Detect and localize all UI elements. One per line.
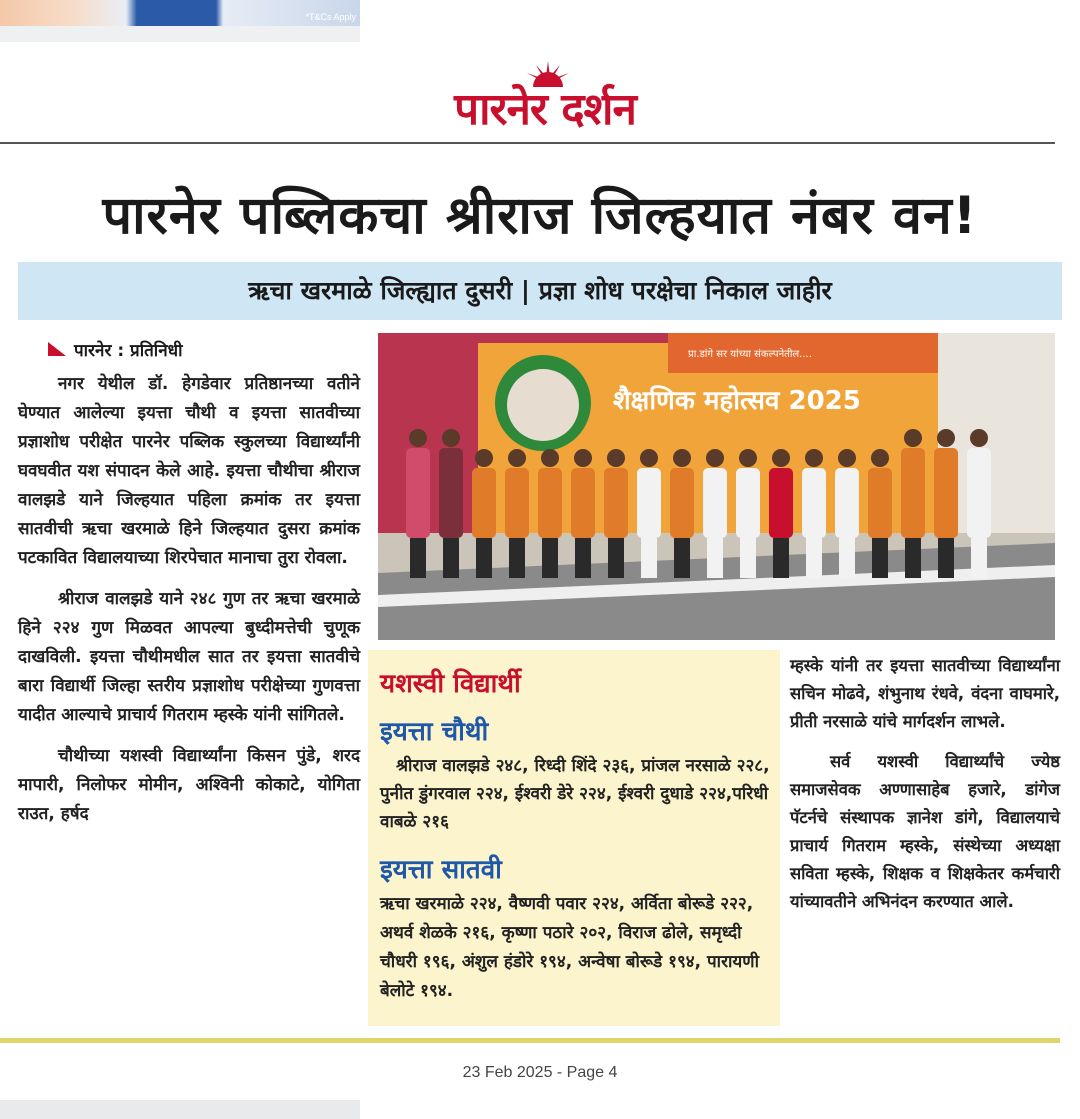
masthead-rule	[0, 142, 1055, 144]
dateline: पारनेर : प्रतिनिधी	[74, 341, 183, 361]
article-column-right	[790, 652, 1060, 928]
newspaper-logo	[430, 57, 660, 137]
headline: पारनेर पब्लिकचा श्रीराज जिल्हयात नंबर वन!	[102, 186, 978, 246]
photo-top-text: प्रा.डांगे सर यांच्या संकल्पनेतील....	[688, 349, 812, 360]
advert-terms: *T&Cs Apply	[305, 12, 356, 22]
logo-text: पारनेर दर्शन	[454, 84, 636, 135]
box-section-4th-list: श्रीराज वालझडे २४८, रिध्दी शिंदे २३६, प्रांजल नरसाळे २२८, पुनीत डुंगरवाल २२४, ईश्वरी डेरे २२४, ईश्वरी दुधाडे २२४,परिधी वाबळे २१६	[380, 756, 770, 832]
box-section-4th: इयत्ता चौथी	[380, 717, 489, 747]
news-photo	[378, 333, 1055, 640]
successful-students-box	[368, 650, 780, 1026]
box-section-7th: इयत्ता सातवी	[380, 855, 502, 885]
masthead	[0, 42, 1080, 142]
article-paragraph-4: म्हस्के यांनी तर इयत्ता सातवीच्या विद्यार्थ्यांना सचिन मोढवे, शंभुनाथ रंधवे, वंदना वाघमारे, प्रीती नरसाळे यांचे मार्गदर्शन लाभले.	[790, 656, 1060, 731]
article-paragraph-5: सर्व यशस्वी विद्यार्थ्यांचे ज्येष्ठ समाजसेवक अण्णासाहेब हजारे, डांगेज पॅटर्नचे संस्थापक ज्ञानेश डांगे, विद्यालयाचे प्राचार्य गितराम म्हस्के, संस्थेच्या अध्यक्षा सविता म्हस्के, शिक्षक व शिक्षकेतर कर्मचारी यांच्यावतीने अभिनंदन करण्यात आले.	[790, 752, 1060, 911]
box-section-7th-list: ऋचा खरमाळे २२४, वैष्णवी पवार २२४, अर्विता बोरूडे २२२, अथर्व शेळके २१६, कृष्णा पठारे २०२, विराज ढोले, समृध्दी चौधरी १९६, अंशुल हंडोरे १९४, अन्वेषा बोरूडे १९४, पारायणी बेलोटे १९४.	[380, 894, 759, 1001]
photo-banner-text: शैक्षणिक महोत्सव 2025	[613, 386, 861, 416]
subhead: ऋचा खरमाळे जिल्ह्यात दुसरी | प्रज्ञा शोध परक्षेचा निकाल जाहीर	[248, 276, 832, 305]
group-photo	[378, 333, 1055, 640]
box-title: यशस्वी विद्यार्थी	[380, 669, 521, 699]
top-advert[interactable]	[0, 0, 360, 42]
article-paragraph-2: श्रीराज वालझडे याने २४८ गुण तर ऋचा खरमाळे हिने २२४ गुण मिळवत आपल्या बुध्दीमत्तेची चुणूक दाखविली. इयत्ता चौथीमधील सात तर इयत्ता सातवीचे बारा विद्यार्थी जिल्हा स्तरीय प्रज्ञाशोध परीक्षेच्या गुणवत्ता यादीत आल्याचे प्राचार्य गितराम म्हस्के यांनी सांगितले.	[18, 589, 360, 725]
article-column-left	[18, 370, 360, 841]
dateline-triangle-icon	[48, 342, 66, 356]
bottom-rule	[0, 1038, 1060, 1043]
subhead-band	[18, 262, 1062, 320]
page-footer: 23 Feb 2025 - Page 4	[462, 1064, 618, 1081]
article-paragraph-3: चौथीच्या यशस्वी विद्यार्थ्यांना किसन पुंडे, शरद मापारी, निलोफर मोमीन, अश्विनी कोकाटे, योगिता राउत, हर्षद	[18, 746, 360, 824]
bottom-strip	[0, 1100, 360, 1119]
article-paragraph-1: नगर येथील डॉ. हेगडेवार प्रतिष्ठानच्या वतीने घेण्यात आलेल्या इयत्ता चौथी व इयत्ता सातवीच्या प्रज्ञाशोध परीक्षेत पारनेर पब्लिक स्कुलच्या विद्यार्थ्यांनी घवघवीत यश संपादन केले आहे. इयत्ता चौथीचा श्रीराज वालझडे याने जिल्हयात पहिला क्रमांक तर इयत्ता सातवीची ऋचा खरमाळे हिने जिल्हयात दुसरा क्रमांक पटकावित विद्यालयाच्या शिरपेचात मानाचा तुरा रोवला.	[18, 374, 360, 568]
